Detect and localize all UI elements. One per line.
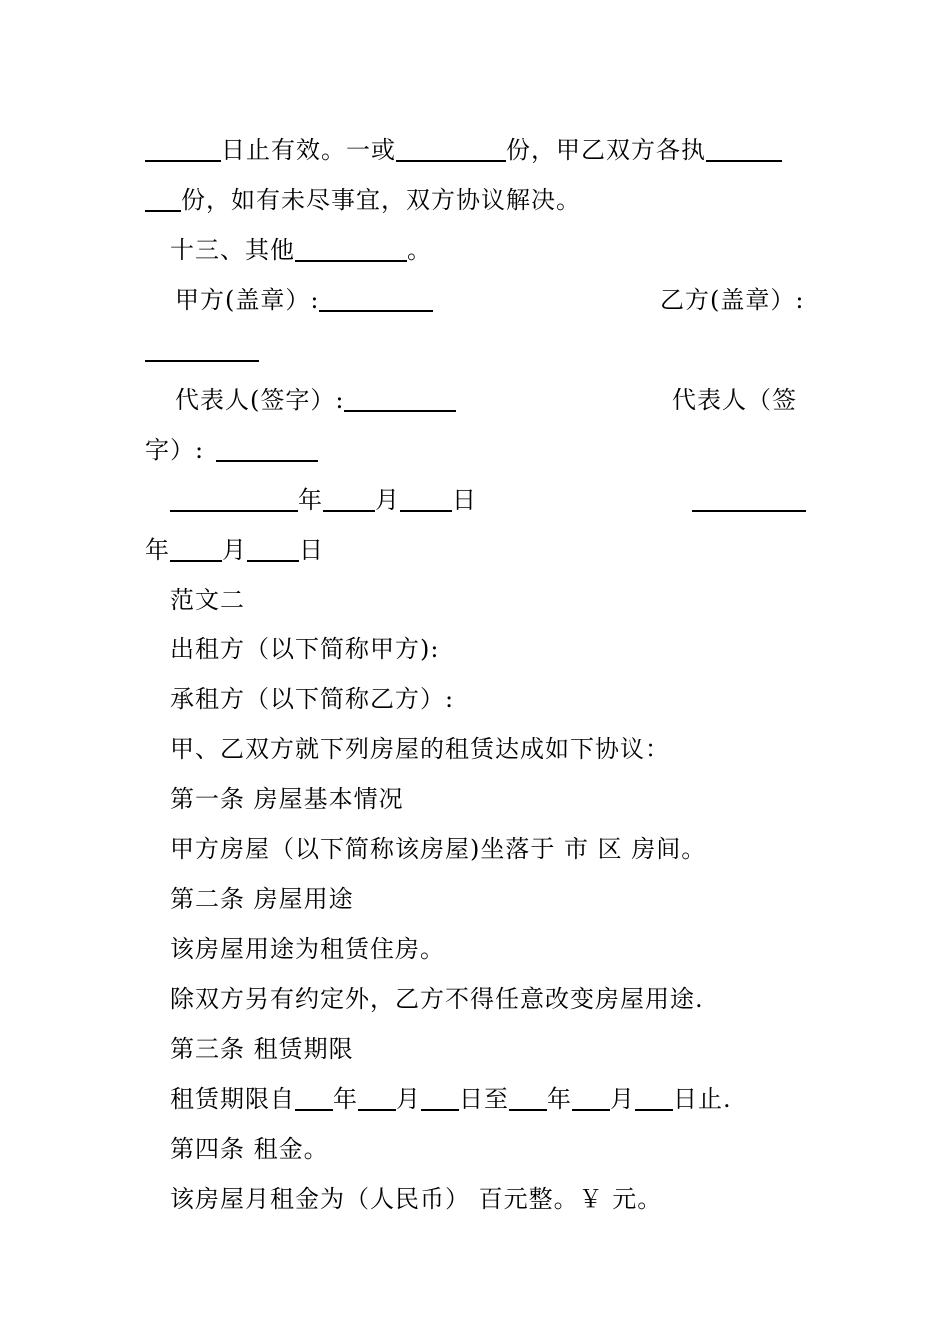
period-text: 。: [407, 236, 432, 264]
blank-field: [247, 538, 299, 562]
blank-field: [635, 1087, 673, 1111]
date-b-year-blank-line: [692, 485, 806, 515]
lease-term-to: 日至: [459, 1085, 509, 1113]
blank-field: [295, 1087, 333, 1111]
rep-a-line: [175, 385, 456, 415]
blank-field: [145, 138, 221, 162]
lessee-line: 承租方（以下简称乙方）:: [170, 685, 455, 713]
blank-field: [145, 188, 181, 212]
day-label: 日: [452, 486, 477, 514]
article-2-title: 第二条 房屋用途: [170, 885, 354, 913]
copies-line: [145, 185, 581, 215]
blank-field: [216, 438, 318, 462]
article-3-text: [170, 1084, 732, 1114]
party-a-seal-line: [175, 285, 433, 315]
year-label: 年: [298, 486, 323, 514]
article-2-text-2: 除双方另有约定外，乙方不得任意改变房屋用途.: [170, 985, 704, 1013]
blank-field: [692, 488, 806, 512]
validity-text: 日止有效。一或: [221, 136, 396, 164]
blank-field: [170, 488, 298, 512]
lessor-line: 出租方（以下简称甲方):: [170, 635, 440, 663]
blank-field: [170, 538, 222, 562]
blank-field: [323, 488, 375, 512]
article-4-text: 该房屋月租金为（人民币） 百元整。￥ 元。: [170, 1185, 663, 1213]
blank-field: [421, 1087, 459, 1111]
party-b-seal-line: [660, 285, 804, 315]
rep-b-line: [672, 385, 797, 415]
blank-field: [145, 338, 259, 362]
blank-field: [572, 1087, 610, 1111]
blank-field: [400, 488, 452, 512]
article-1-title: 第一条 房屋基本情况: [170, 785, 404, 813]
blank-field: [295, 238, 407, 262]
article-3-title: 第三条 租赁期限: [170, 1035, 354, 1063]
blank-field: [706, 138, 782, 162]
month-label: 月: [396, 1085, 421, 1113]
month-label: 月: [610, 1085, 635, 1113]
rep-b-label-cont: 字）:: [145, 436, 205, 464]
unresolved-text: 份，如有未尽事宜，双方协议解决。: [181, 186, 581, 214]
blank-field: [319, 288, 433, 312]
blank-field: [396, 138, 506, 162]
blank-field: [509, 1087, 547, 1111]
article-1-text: 甲方房屋（以下简称该房屋)坐落于 市 区 房间。: [170, 835, 707, 863]
party-b-seal-blank-line: [145, 335, 259, 365]
party-a-seal-label: 甲方(盖章）:: [175, 286, 320, 314]
month-label: 月: [222, 536, 247, 564]
rep-b-line-cont: [145, 435, 318, 465]
lease-term-end: 日止.: [673, 1085, 732, 1113]
copies-text: 份，甲乙双方各执: [506, 136, 706, 164]
year-label: 年: [145, 536, 170, 564]
rep-b-label: 代表人（签: [672, 386, 797, 414]
date-b-line: [145, 535, 324, 565]
article-13-text: 十三、其他: [170, 236, 295, 264]
article-4-title: 第四条 租金。: [170, 1135, 329, 1163]
article-2-text-1: 该房屋用途为租赁住房。: [170, 935, 445, 963]
lease-term-prefix: 租赁期限自: [170, 1085, 295, 1113]
article-13-line: [170, 235, 432, 265]
year-label: 年: [333, 1085, 358, 1113]
blank-field: [358, 1087, 396, 1111]
day-label: 日: [299, 536, 324, 564]
date-a-line: [170, 485, 477, 515]
month-label: 月: [375, 486, 400, 514]
rep-a-label: 代表人(签字）:: [175, 386, 345, 414]
party-b-seal-label: 乙方(盖章）:: [660, 286, 805, 314]
section-heading: 范文二: [170, 586, 245, 614]
year-label: 年: [547, 1085, 572, 1113]
intro-line: 甲、乙双方就下列房屋的租赁达成如下协议：: [170, 735, 670, 763]
blank-field: [344, 388, 456, 412]
validity-line: [145, 135, 782, 165]
